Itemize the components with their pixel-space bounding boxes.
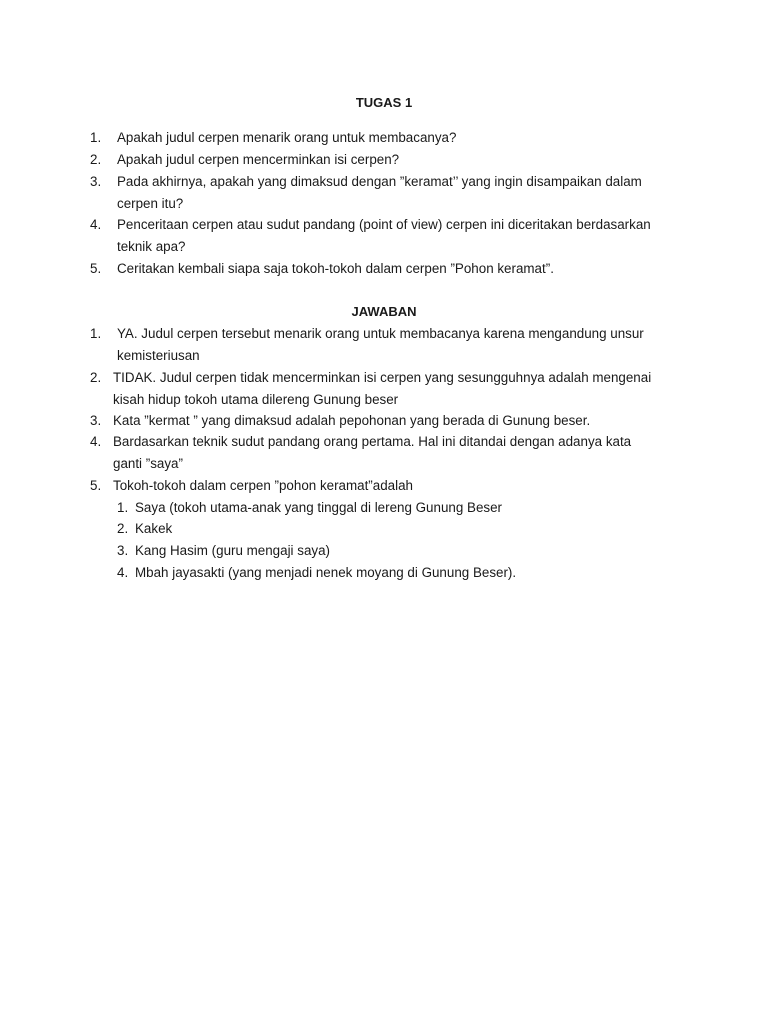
question-line: teknik apa?: [117, 238, 186, 254]
answer-number: 2.: [90, 370, 102, 385]
answer-line: kemisteriusan: [117, 347, 200, 363]
answer-number: 3.: [90, 413, 102, 428]
answer-item: [90, 323, 710, 367]
tokoh-number: 3.: [117, 543, 129, 558]
question-text: [117, 214, 651, 257]
question-item: [90, 149, 710, 171]
answer-line: Bardasarkan teknik sudut pandang orang pertama. Hal ini ditandai dengan adanya kata: [113, 434, 632, 449]
question-item: [90, 171, 710, 215]
answer-item: [90, 475, 710, 497]
answer-number: 4.: [90, 434, 102, 449]
question-text: [117, 171, 642, 214]
answer-item: [90, 367, 710, 411]
tokoh-item: [117, 497, 677, 519]
tokoh-number: 1.: [117, 500, 129, 515]
tugas-heading: TUGAS 1: [355, 95, 413, 110]
question-line: Pada akhirnya, apakah yang dimaksud dengan ”keramat’’ yang ingin disampaikan dalam: [117, 174, 642, 189]
answer-line: ganti ”saya”: [113, 455, 183, 471]
answer-line: TIDAK. Judul cerpen tidak mencerminkan isi cerpen yang sesungguhnya adalah mengenai: [113, 370, 652, 385]
tokoh-item: [117, 518, 677, 540]
answer-number: 5.: [90, 478, 102, 493]
answer-line: Kata ”kermat ” yang dimaksud adalah pepohonan yang berada di Gunung beser.: [113, 413, 591, 428]
question-number: 1.: [90, 130, 102, 145]
answer-line: YA. Judul cerpen tersebut menarik orang untuk membacanya karena mengandung unsur: [117, 326, 644, 341]
answer-number: 1.: [90, 326, 102, 341]
question-number: 5.: [90, 261, 102, 276]
answer-item: [90, 410, 710, 432]
question-item: [90, 127, 710, 149]
answer-text: [113, 431, 631, 474]
answer-line: kisah hidup tokoh utama dilereng Gunung beser: [113, 391, 399, 407]
question-line: Apakah judul cerpen menarik orang untuk membacanya?: [117, 130, 457, 145]
question-text: [117, 127, 456, 149]
answer-item: [90, 431, 710, 475]
tokoh-item: [117, 562, 677, 584]
question-number: 2.: [90, 152, 102, 167]
tokoh-item: [117, 540, 677, 562]
answer-line: Tokoh-tokoh dalam cerpen ”pohon keramat”adalah: [113, 478, 413, 493]
tokoh-text: Kakek: [135, 521, 173, 536]
question-line: Penceritaan cerpen atau sudut pandang (point of view) cerpen ini diceritakan berdasarkan: [117, 217, 651, 232]
answer-text: [113, 367, 651, 410]
question-text: [117, 149, 399, 171]
question-item: [90, 258, 710, 280]
tokoh-text: Kang Hasim (guru mengaji saya): [135, 543, 330, 558]
answer-text: [113, 475, 413, 497]
question-line: cerpen itu?: [117, 195, 184, 211]
question-number: 3.: [90, 174, 102, 189]
question-item: [90, 214, 710, 258]
answer-text: [113, 410, 590, 432]
jawaban-heading: JAWABAN: [351, 304, 417, 319]
tokoh-text: Mbah jayasakti (yang menjadi nenek moyang di Gunung Beser).: [135, 565, 517, 580]
question-line: Ceritakan kembali siapa saja tokoh-tokoh dalam cerpen ”Pohon keramat”.: [117, 261, 554, 276]
answer-text: [117, 323, 644, 366]
question-text: [117, 258, 554, 280]
question-line: Apakah judul cerpen mencerminkan isi cerpen?: [117, 152, 400, 167]
tokoh-number: 4.: [117, 565, 129, 580]
tokoh-text: Saya (tokoh utama-anak yang tinggal di lereng Gunung Beser: [135, 500, 502, 515]
tokoh-number: 2.: [117, 521, 129, 536]
question-number: 4.: [90, 217, 102, 232]
